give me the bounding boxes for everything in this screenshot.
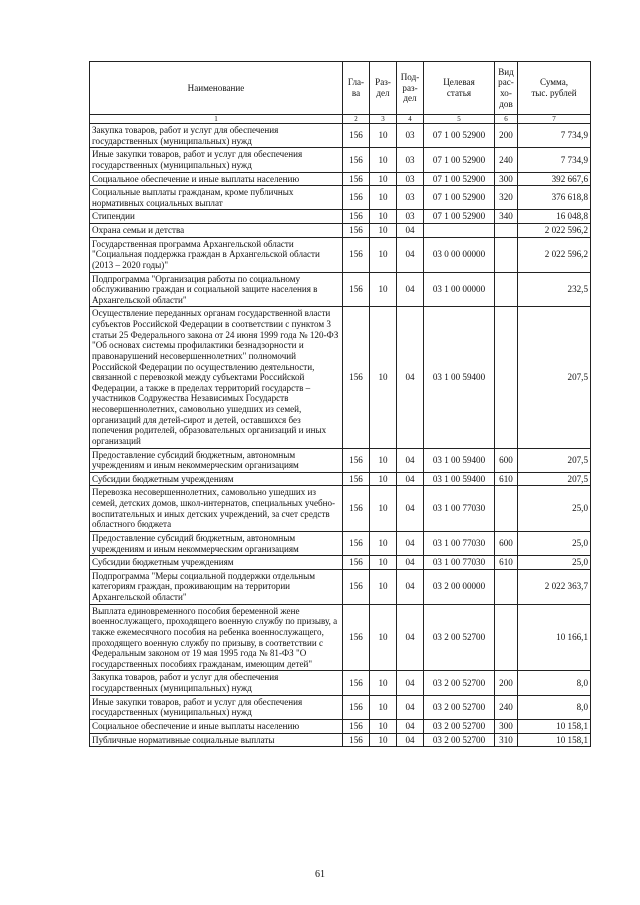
row-expense-type: 610 xyxy=(495,472,518,486)
row-name: Субсидии бюджетным учреждениям xyxy=(90,556,343,570)
row-target-article: 03 2 00 52700 xyxy=(424,671,495,695)
row-target-article: 03 1 00 77030 xyxy=(424,531,495,555)
row-section: 10 xyxy=(370,472,397,486)
row-chapter: 156 xyxy=(343,472,370,486)
table-body xyxy=(90,124,591,747)
row-expense-type: 300 xyxy=(495,719,518,733)
table-row xyxy=(90,569,591,604)
row-section: 10 xyxy=(370,556,397,570)
row-expense-type: 240 xyxy=(495,148,518,172)
row-amount: 25,0 xyxy=(518,531,591,555)
row-name: Социальные выплаты гражданам, кроме публичных нормативных социальных выплат xyxy=(90,186,343,210)
row-chapter: 156 xyxy=(343,486,370,532)
table-row xyxy=(90,531,591,555)
row-section: 10 xyxy=(370,448,397,472)
row-name: Государственная программа Архангельской области "Социальная поддержка граждан в Архангельской области (2013 – 2020 годы)" xyxy=(90,237,343,272)
row-section: 10 xyxy=(370,186,397,210)
row-chapter: 156 xyxy=(343,124,370,148)
row-section: 10 xyxy=(370,237,397,272)
row-target-article: 03 1 00 77030 xyxy=(424,486,495,532)
row-subsection: 04 xyxy=(397,448,424,472)
table-row xyxy=(90,604,591,671)
row-chapter: 156 xyxy=(343,569,370,604)
row-chapter: 156 xyxy=(343,210,370,224)
row-name: Выплата единовременного пособия беременной жене военнослужащего, проходящего военную службу по призыву, а также ежемесячного пособия на ребенка военнослужащего, проходящего военную службу по призыву, в соответствии с Федеральным законом от 19 мая 1995 года № 81-ФЗ "О государственных пособиях гражданам, имеющим детей" xyxy=(90,604,343,671)
row-subsection: 04 xyxy=(397,733,424,747)
budget-table xyxy=(89,61,591,747)
row-expense-type: 200 xyxy=(495,671,518,695)
row-chapter: 156 xyxy=(343,272,370,307)
row-amount: 2 022 596,2 xyxy=(518,224,591,238)
row-amount: 207,5 xyxy=(518,307,591,448)
column-number: 6 xyxy=(495,115,518,124)
row-target-article: 07 1 00 52900 xyxy=(424,172,495,186)
row-expense-type: 320 xyxy=(495,186,518,210)
row-expense-type xyxy=(495,604,518,671)
row-subsection: 04 xyxy=(397,531,424,555)
table-row xyxy=(90,695,591,719)
row-subsection: 03 xyxy=(397,186,424,210)
row-expense-type: 310 xyxy=(495,733,518,747)
row-amount: 10 166,1 xyxy=(518,604,591,671)
row-amount: 207,5 xyxy=(518,448,591,472)
header-target-article: Целевая статья xyxy=(424,62,495,115)
row-expense-type: 340 xyxy=(495,210,518,224)
header-amount: Сумма, тыс. рублей xyxy=(518,62,591,115)
row-name: Субсидии бюджетным учреждениям xyxy=(90,472,343,486)
row-amount: 8,0 xyxy=(518,671,591,695)
row-section: 10 xyxy=(370,210,397,224)
row-subsection: 04 xyxy=(397,556,424,570)
row-target-article: 03 1 00 59400 xyxy=(424,448,495,472)
row-amount: 7 734,9 xyxy=(518,124,591,148)
row-expense-type xyxy=(495,272,518,307)
row-name: Социальное обеспечение и иные выплаты населению xyxy=(90,719,343,733)
row-subsection: 03 xyxy=(397,148,424,172)
row-chapter: 156 xyxy=(343,719,370,733)
row-target-article: 07 1 00 52900 xyxy=(424,124,495,148)
row-chapter: 156 xyxy=(343,307,370,448)
row-amount: 16 048,8 xyxy=(518,210,591,224)
table-row xyxy=(90,733,591,747)
row-subsection: 03 xyxy=(397,172,424,186)
row-subsection: 04 xyxy=(397,719,424,733)
row-amount: 10 158,1 xyxy=(518,733,591,747)
row-section: 10 xyxy=(370,224,397,238)
table-row xyxy=(90,307,591,448)
row-target-article: 03 2 00 52700 xyxy=(424,604,495,671)
row-name: Социальное обеспечение и иные выплаты населению xyxy=(90,172,343,186)
column-number: 7 xyxy=(518,115,591,124)
column-number: 1 xyxy=(90,115,343,124)
row-target-article: 03 1 00 59400 xyxy=(424,307,495,448)
row-chapter: 156 xyxy=(343,448,370,472)
row-chapter: 156 xyxy=(343,604,370,671)
row-expense-type: 600 xyxy=(495,531,518,555)
table-row xyxy=(90,272,591,307)
row-name: Перевозка несовершеннолетних, самовольно ушедших из семей, детских домов, школ-интернатов, специальных учебно-воспитательных и иных детских учреждений, за счет средств областного бюджета xyxy=(90,486,343,532)
row-name: Предоставление субсидий бюджетным, автономным учреждениям и иным некоммерческим организациям xyxy=(90,448,343,472)
column-number-row xyxy=(90,115,591,124)
page-number: 61 xyxy=(315,869,325,880)
row-subsection: 04 xyxy=(397,224,424,238)
row-section: 10 xyxy=(370,531,397,555)
row-chapter: 156 xyxy=(343,237,370,272)
row-subsection: 04 xyxy=(397,569,424,604)
row-amount: 232,5 xyxy=(518,272,591,307)
row-amount: 392 667,6 xyxy=(518,172,591,186)
row-target-article: 03 2 00 00000 xyxy=(424,569,495,604)
row-section: 10 xyxy=(370,569,397,604)
row-section: 10 xyxy=(370,486,397,532)
table-row xyxy=(90,148,591,172)
row-chapter: 156 xyxy=(343,556,370,570)
row-target-article: 03 2 00 52700 xyxy=(424,719,495,733)
row-section: 10 xyxy=(370,272,397,307)
header-name: Наименование xyxy=(90,62,343,115)
table-row xyxy=(90,556,591,570)
row-name: Закупка товаров, работ и услуг для обеспечения государственных (муниципальных) нужд xyxy=(90,124,343,148)
row-name: Предоставление субсидий бюджетным, автономным учреждениям и иным некоммерческим организациям xyxy=(90,531,343,555)
row-amount: 2 022 363,7 xyxy=(518,569,591,604)
row-expense-type xyxy=(495,486,518,532)
row-section: 10 xyxy=(370,695,397,719)
row-amount: 25,0 xyxy=(518,556,591,570)
row-chapter: 156 xyxy=(343,148,370,172)
row-name: Стипендии xyxy=(90,210,343,224)
row-amount: 7 734,9 xyxy=(518,148,591,172)
header-section: Раз- дел xyxy=(370,62,397,115)
row-section: 10 xyxy=(370,172,397,186)
row-subsection: 03 xyxy=(397,124,424,148)
table-row xyxy=(90,448,591,472)
row-target-article: 03 2 00 52700 xyxy=(424,733,495,747)
row-subsection: 04 xyxy=(397,472,424,486)
row-target-article: 03 1 00 59400 xyxy=(424,472,495,486)
row-chapter: 156 xyxy=(343,671,370,695)
row-expense-type: 300 xyxy=(495,172,518,186)
table-row xyxy=(90,172,591,186)
row-chapter: 156 xyxy=(343,224,370,238)
row-name: Подпрограмма "Организация работы по социальному обслуживанию граждан и социальной защите населения в Архангельской области" xyxy=(90,272,343,307)
row-expense-type: 240 xyxy=(495,695,518,719)
row-chapter: 156 xyxy=(343,531,370,555)
row-subsection: 04 xyxy=(397,307,424,448)
row-name: Иные закупки товаров, работ и услуг для обеспечения государственных (муниципальных) нужд xyxy=(90,148,343,172)
row-expense-type xyxy=(495,237,518,272)
row-expense-type xyxy=(495,307,518,448)
column-number: 4 xyxy=(397,115,424,124)
row-section: 10 xyxy=(370,671,397,695)
row-amount: 25,0 xyxy=(518,486,591,532)
row-expense-type xyxy=(495,569,518,604)
row-name: Подпрограмма "Меры социальной поддержки отдельным категориям граждан, проживающим на территории Архангельской области" xyxy=(90,569,343,604)
table-row xyxy=(90,224,591,238)
row-name: Иные закупки товаров, работ и услуг для обеспечения государственных (муниципальных) нужд xyxy=(90,695,343,719)
table-row xyxy=(90,719,591,733)
row-target-article: 07 1 00 52900 xyxy=(424,148,495,172)
row-amount: 2 022 596,2 xyxy=(518,237,591,272)
column-number: 5 xyxy=(424,115,495,124)
column-number: 2 xyxy=(343,115,370,124)
table-row xyxy=(90,186,591,210)
table-row xyxy=(90,472,591,486)
row-target-article: 07 1 00 52900 xyxy=(424,186,495,210)
row-subsection: 04 xyxy=(397,671,424,695)
header-chapter: Гла- ва xyxy=(343,62,370,115)
row-amount: 207,5 xyxy=(518,472,591,486)
row-name: Публичные нормативные социальные выплаты xyxy=(90,733,343,747)
row-target-article: 03 1 00 77030 xyxy=(424,556,495,570)
header-subsection: Под- раз- дел xyxy=(397,62,424,115)
row-expense-type: 600 xyxy=(495,448,518,472)
row-amount: 376 618,8 xyxy=(518,186,591,210)
row-expense-type: 200 xyxy=(495,124,518,148)
row-expense-type: 610 xyxy=(495,556,518,570)
row-section: 10 xyxy=(370,733,397,747)
row-section: 10 xyxy=(370,124,397,148)
row-subsection: 03 xyxy=(397,210,424,224)
table-row xyxy=(90,671,591,695)
row-section: 10 xyxy=(370,604,397,671)
row-chapter: 156 xyxy=(343,695,370,719)
row-subsection: 04 xyxy=(397,272,424,307)
row-amount: 8,0 xyxy=(518,695,591,719)
header-row xyxy=(90,62,591,115)
row-target-article: 03 0 00 00000 xyxy=(424,237,495,272)
row-target-article xyxy=(424,224,495,238)
row-name: Закупка товаров, работ и услуг для обеспечения государственных (муниципальных) нужд xyxy=(90,671,343,695)
row-target-article: 03 2 00 52700 xyxy=(424,695,495,719)
table-row xyxy=(90,124,591,148)
header-expense-type: Вид рас- хо- дов xyxy=(495,62,518,115)
table-row xyxy=(90,210,591,224)
row-subsection: 04 xyxy=(397,604,424,671)
row-section: 10 xyxy=(370,719,397,733)
row-name: Охрана семьи и детства xyxy=(90,224,343,238)
row-subsection: 04 xyxy=(397,237,424,272)
row-name: Осуществление переданных органам государственной власти субъектов Российской Федерации в соответствии с пунктом 3 статьи 25 Федерального закона от 24 июня 1999 года № 120-ФЗ "Об основах системы профилактики безнадзорности и правонарушений несовершеннолетних" полномочий Российской Федерации по осуществлению деятельности, связанной с перевозкой между субъектами Российской Федерации, а также в пределах территорий государств – участников Содружества Независимых Государств несовершеннолетних, самовольно ушедших из семей, организаций для детей-сирот и детей, оставшихся без попечения родителей, образовательных организаций и иных организаций xyxy=(90,307,343,448)
row-subsection: 04 xyxy=(397,695,424,719)
column-number: 3 xyxy=(370,115,397,124)
row-amount: 10 158,1 xyxy=(518,719,591,733)
row-target-article: 07 1 00 52900 xyxy=(424,210,495,224)
row-section: 10 xyxy=(370,307,397,448)
row-expense-type xyxy=(495,224,518,238)
row-target-article: 03 1 00 00000 xyxy=(424,272,495,307)
row-chapter: 156 xyxy=(343,733,370,747)
row-subsection: 04 xyxy=(397,486,424,532)
table-row xyxy=(90,237,591,272)
row-chapter: 156 xyxy=(343,172,370,186)
table-row xyxy=(90,486,591,532)
row-section: 10 xyxy=(370,148,397,172)
row-chapter: 156 xyxy=(343,186,370,210)
